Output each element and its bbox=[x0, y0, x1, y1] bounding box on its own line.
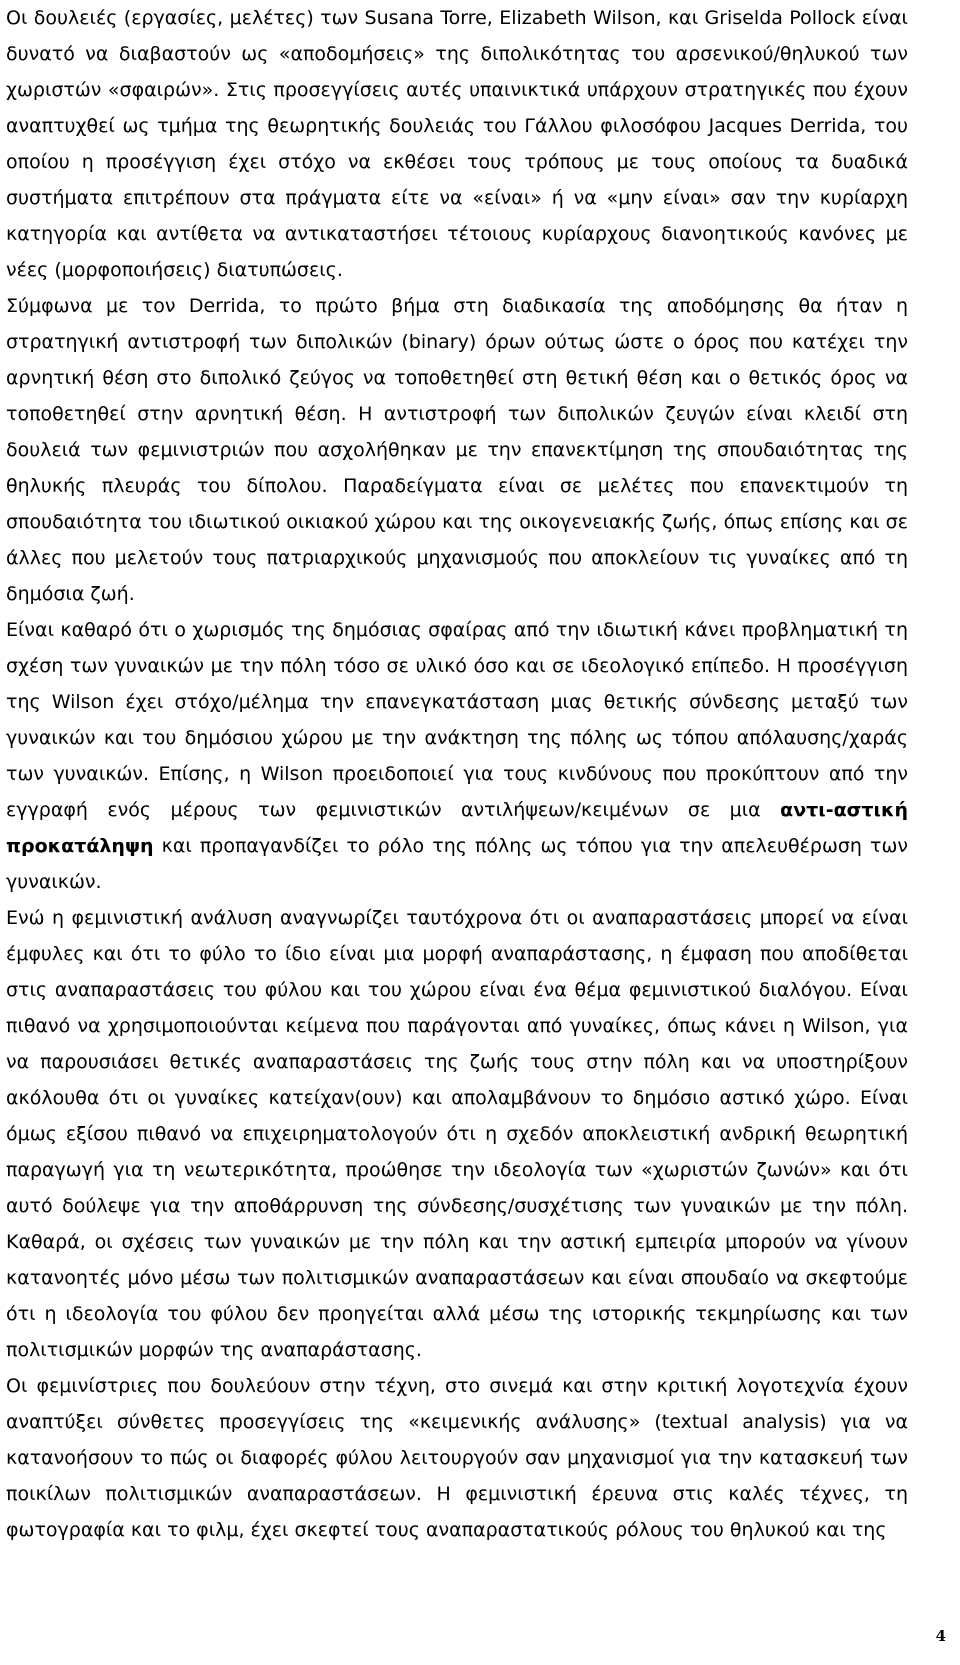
paragraph-2: Σύμφωνα με τον Derrida, το πρώτο βήμα στη διαδικασία της αποδόμησης θα ήταν η στρατηγική αντιστροφή των διπολικών (binary) όρων ούτως ώστε ο όρος που κατέχει την αρνητική θέση στο διπολικό ζεύγος να τοποθετηθεί στη θετική θέση και ο θετικός όρος να τοποθετηθεί στην αρνητική θέση. Η αντιστροφή των διπολικών ζευγών είναι κλειδί στη δουλειά των φεμινιστριών που ασχολήθηκαν με την επανεκτίμηση της σπουδαιότητας της θηλυκής πλευράς του δίπολου. Παραδείγματα είναι σε μελέτες που επανεκτιμούν τη σπουδαιότητα του ιδιωτικού οικιακού χώρου και της οικογενειακής ζωής, όπως επίσης και σε άλλες που μελετούν τους πατριαρχικούς μηχανισμούς που αποκλείουν τις γυναίκες από τη δημόσια ζωή. bbox=[6, 295, 908, 605]
paragraph-3-text-before: Είναι καθαρό ότι ο χωρισμός της δημόσιας σφαίρας από την ιδιωτική κάνει προβληματική τη σχέση των γυναικών με την πόλη τόσο σε υλικό όσο και σε ιδεολογικό επίπεδο. Η προσέγγιση της Wilson έχει στόχο/μέλημα την επανεγκατάσταση μιας θετικής σύνδεσης μεταξύ των γυναικών και του δημόσιου χώρου με την ανάκτηση της πόλης ως τόπου απόλαυσης/χαράς των γυναικών. Επίσης, η Wilson προειδοποιεί για τους κινδύνους που προκύπτουν από την εγγραφή ενός μέρους των φεμινιστικών αντιλήψεων/κειμένων σε μια bbox=[6, 619, 908, 821]
bold-term: αντι-αστική προκατάληψη bbox=[6, 799, 908, 857]
page-number: 4 bbox=[935, 1627, 946, 1645]
document-page bbox=[6, 0, 908, 1548]
paragraph-4: Ενώ η φεμινιστική ανάλυση αναγνωρίζει ταυτόχρονα ότι οι αναπαραστάσεις μπορεί να είναι έμφυλες και ότι το φύλο το ίδιο είναι μια μορφή αναπαράστασης, η έμφαση που αποδίθεται στις αναπαραστάσεις του φύλου και του χώρου είναι ένα θέμα φεμινιστικού διαλόγου. Είναι πιθανό να χρησιμοποιούνται κείμενα που παράγονται από γυναίκες, όπως κάνει η Wilson, για να παρουσιάσει θετικές αναπαραστάσεις της ζωής τους στην πόλη και να υποστηρίξουν ακόλουθα ότι οι γυναίκες κατείχαν(ουν) και απολαμβάνουν το δημόσιο αστικό χώρο. Είναι όμως εξίσου πιθανό να επιχειρηματολογούν ότι η σχεδόν αποκλειστική ανδρική θεωρητική παραγωγή για τη νεωτερικότητα, προώθησε την ιδεολογία των «χωριστών ζωνών» και ότι αυτό δούλεψε για την αποθάρρυνση της σύνδεσης/συσχέτισης των γυναικών με την πόλη. Καθαρά, οι σχέσεις των γυναικών με την πόλη και την αστική εμπειρία μπορούν να γίνουν κατανοητές μόνο μέσω των πολιτισμικών αναπαραστάσεων και είναι σπουδαίο να σκεφτούμε ότι η ιδεολογία του φύλου δεν προηγείται αλλά μέσω της ιστορικής τεκμηρίωσης και των πολιτισμικών μορφών της αναπαράστασης. bbox=[6, 907, 908, 1361]
paragraph-5: Οι φεμινίστριες που δουλεύουν στην τέχνη, στο σινεμά και στην κριτική λογοτεχνία έχουν αναπτύξει σύνθετες προσεγγίσεις της «κειμενικής ανάλυσης» (textual analysis) για να κατανοήσουν το πώς οι διαφορές φύλου λειτουργούν σαν μηχανισμοί για την κατασκευή των ποικίλων πολιτισμικών αναπαραστάσεων. Η φεμινιστική έρευνα στις καλές τέχνες, τη φωτογραφία και το φιλμ, έχει σκεφτεί τους αναπαραστατικούς ρόλους του θηλυκού και της bbox=[6, 1375, 908, 1541]
paragraph-1: Οι δουλειές (εργασίες, μελέτες) των Susana Torre, Elizabeth Wilson, και Griselda Pollock είναι δυνατό να διαβαστούν ως «αποδομήσεις» της διπολικότητας του αρσενικού/θηλυκού των χωριστών «σφαιρών». Στις προσεγγίσεις αυτές υπαινικτικά υπάρχουν στρατηγικές που έχουν αναπτυχθεί ως τμήμα της θεωρητικής δουλειάς του Γάλλου φιλοσόφου Jacques Derrida, του οποίου η προσέγγιση έχει στόχο να εκθέσει τους τρόπους με τους οποίους τα δυαδικά συστήματα επιτρέπουν στα πράγματα είτε να «είναι» ή να «μην είναι» σαν την κυρίαρχη κατηγορία και αντίθετα να αντικαταστήσει τέτοιους κυρίαρχους διανοητικούς κανόνες με νέες (μορφοποιήσεις) διατυπώσεις. bbox=[6, 7, 908, 281]
paragraph-3-text-after: και προπαγανδίζει το ρόλο της πόλης ως τόπου για την απελευθέρωση των γυναικών. bbox=[6, 835, 908, 893]
paragraph-3 bbox=[6, 612, 908, 900]
